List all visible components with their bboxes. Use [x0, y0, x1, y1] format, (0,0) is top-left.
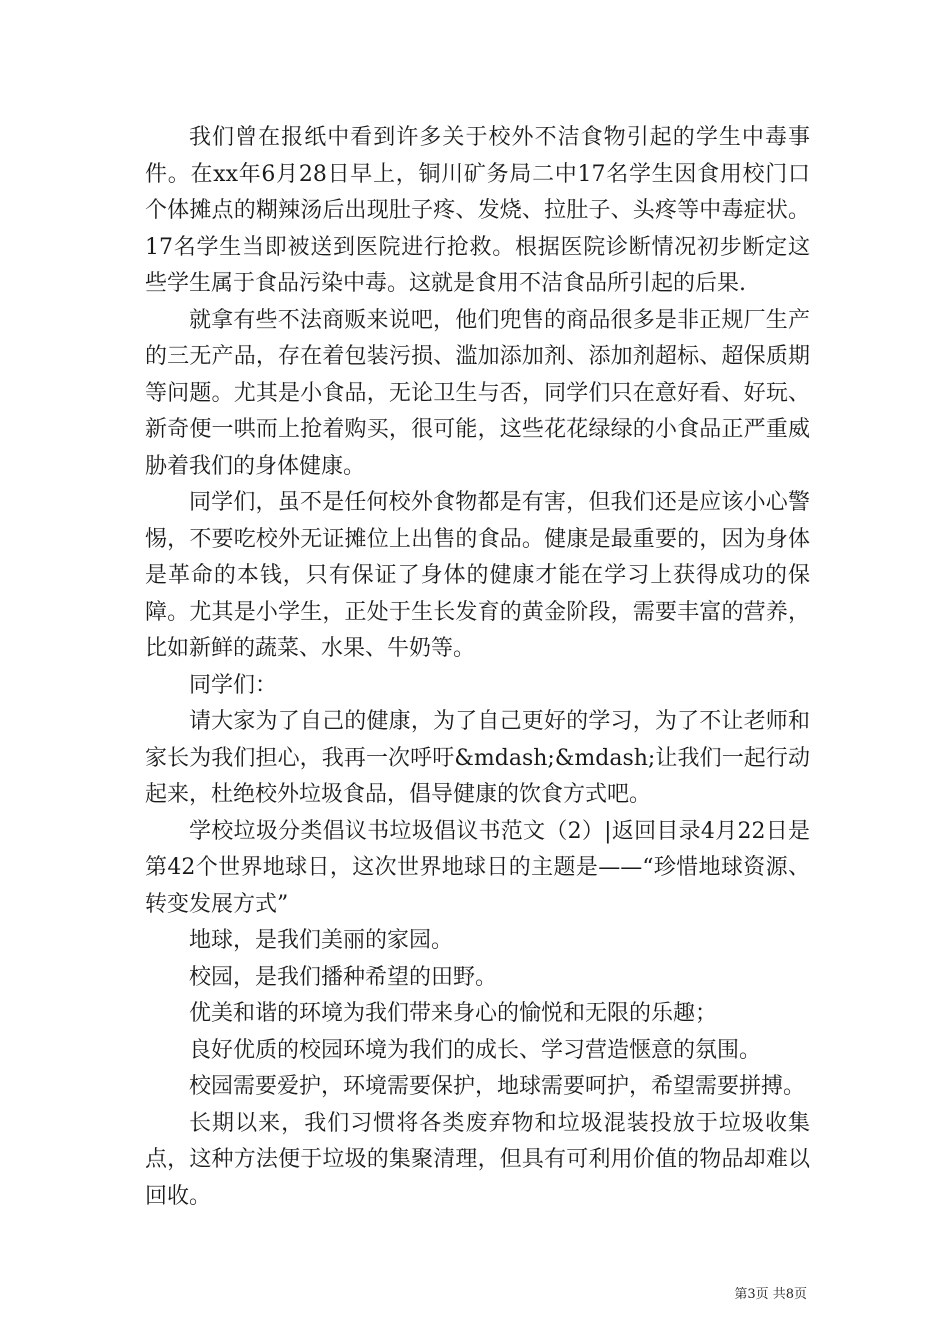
paragraph-earth-home: 地球，是我们美丽的家园。	[189, 928, 454, 953]
paragraph-food-poisoning-incident: 我们曾在报纸中看到许多关于校外不洁食物引起的学生中毒事件。在xx年6月28日早上，铜川矿务局二中17名学生因食用校门口个体摊点的糊辣汤后出现肚子疼、发烧、拉肚子、头疼等中毒症状。17名学生当即被送到医院进行抢救。根据医院诊断情况初步断定这些学生属于食品污染中毒。这就是食用不洁食品所引起的后果.	[145, 125, 810, 296]
paragraph-campus-atmosphere: 良好优质的校园环境为我们的成长、学习营造惬意的氛围。	[189, 1037, 762, 1063]
paragraph-be-cautious: 同学们，虽不是任何校外食物都是有害，但我们还是应该小心警惕，不要吃校外无证摊位上出售的食品。健康是最重要的，因为身体是革命的本钱，只有保证了身体的健康才能在学习上获得成功的保障。尤其是小学生，正处于生长发育的黄金阶段，需要丰富的营养，比如新鲜的蔬菜、水果、牛奶等。	[145, 490, 810, 661]
paragraph-waste-habits: 长期以来，我们习惯将各类废弃物和垃圾混装投放于垃圾收集点，这种方法便于垃圾的集聚清理，但具有可利用价值的物品却难以回收。	[145, 1110, 810, 1209]
paragraph-salutation: 同学们：	[189, 672, 278, 698]
paragraph-campus-field: 校园，是我们播种希望的田野。	[189, 964, 498, 990]
page-number-footer: 第3页 共8页	[734, 1287, 807, 1302]
paragraph-protect-campus: 校园需要爱护，环境需要保护，地球需要呵护，希望需要拼搏。	[189, 1074, 806, 1099]
paragraph-illegal-vendors: 就拿有些不法商贩来说吧，他们兜售的商品很多是非正规厂生产的三无产品，存在着包装污损、滥加添加剂、添加剂超标、超保质期等问题。尤其是小食品，无论卫生与否，同学们只在意好看、好玩、新奇便一哄而上抢着购买，很可能，这些花花绿绿的小食品正严重威胁着我们的身体健康。	[145, 307, 810, 479]
document-body	[145, 120, 810, 1215]
paragraph-harmonious-environment: 优美和谐的环境为我们带来身心的愉悦和无限的乐趣；	[189, 1001, 718, 1026]
paragraph-earth-day-heading: 学校垃圾分类倡议书垃圾倡议书范文（2）|返回目录4月22日是第42个世界地球日，这次世界地球日的主题是——“珍惜地球资源、转变发展方式”	[145, 818, 810, 917]
paragraph-appeal: 请大家为了自己的健康，为了自己更好的学习，为了不让老师和家长为我们担心，我再一次呼吁&mdash;&mdash;让我们一起行动起来，杜绝校外垃圾食品，倡导健康的饮食方式吧。	[145, 709, 810, 807]
